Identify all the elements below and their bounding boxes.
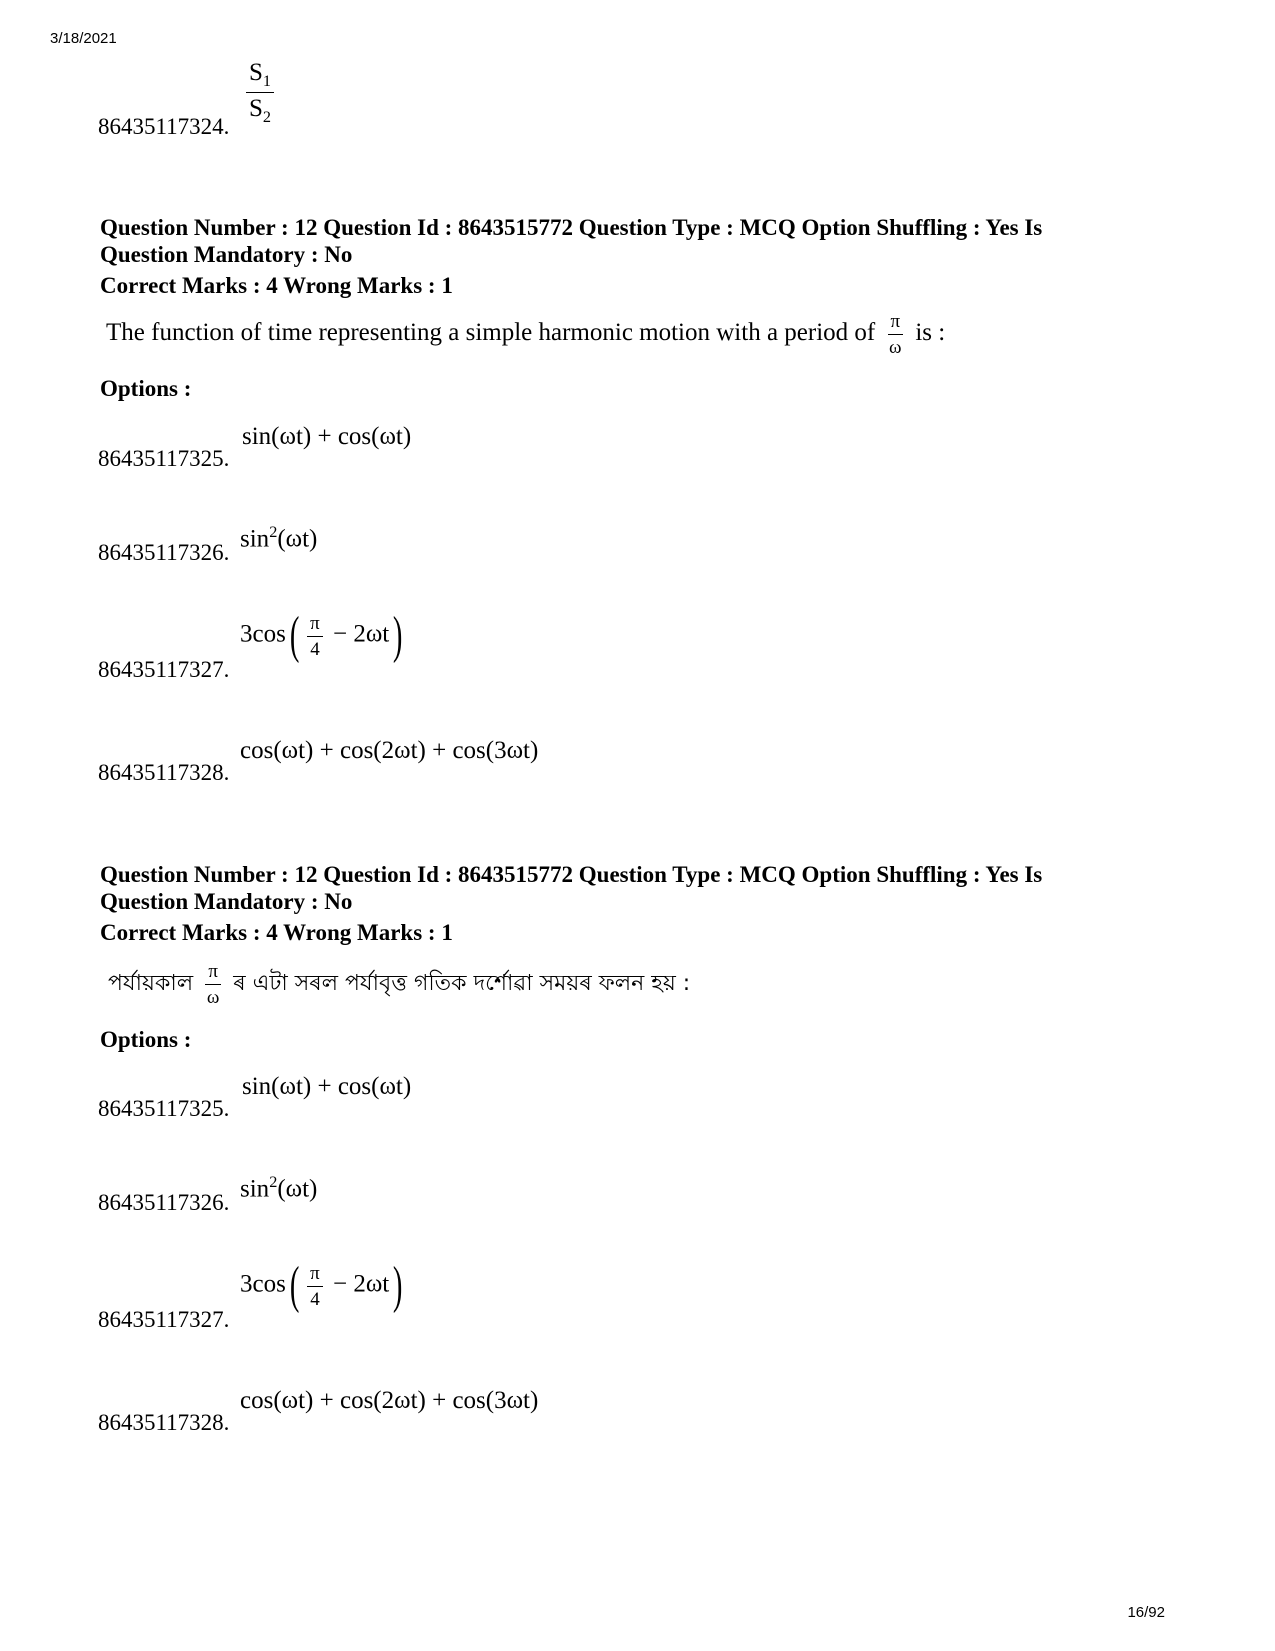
page-number: 16/92 [1127, 1604, 1165, 1621]
option-formula: 3cos( $\frac{\pi}{4}$ − 2ωt) [240, 1257, 403, 1314]
option-id: 86435117325. [98, 446, 230, 471]
option-id: 86435117326. [98, 540, 230, 565]
option-id: 86435117326. [98, 1190, 230, 1215]
frac-denominator: S [249, 95, 263, 123]
question-header: Question Number : 12 Question Id : 8643515772 Question Type : MCQ Option Shuffling : Yes Is Question Mandatory : No [100, 215, 1043, 267]
option-formula: sin(ωt) + cos(ωt) [242, 423, 412, 450]
option-id: 86435117325. [98, 1096, 230, 1121]
option-id: 86435117327. [98, 657, 230, 682]
question-text: পৰ্যায়কাল $\frac{\pi}{\omega}$ ৰ এটা সৰল পৰ্যাবৃত্ত গতিক দৰ্শোৱা সময়ৰ ফলন হয় : [108, 961, 691, 1008]
question-marks: Correct Marks : 4 Wrong Marks : 1 [100, 920, 453, 945]
option-id: 86435117324. [98, 114, 230, 139]
print-date: 3/18/2021 [50, 30, 117, 47]
question-text: The function of time representing a simple harmonic motion with a period of $\frac{\pi}{\omega}$ is : [106, 311, 946, 358]
option-formula: $\sin^2(\omega t)$ [240, 523, 318, 553]
question-header: Question Number : 12 Question Id : 8643515772 Question Type : MCQ Option Shuffling : Yes Is Question Mandatory : No [100, 862, 1043, 914]
option-id: 86435117328. [98, 1410, 230, 1435]
question-marks: Correct Marks : 4 Wrong Marks : 1 [100, 273, 453, 298]
options-label: Options : [100, 1027, 192, 1052]
option-formula: cos(ωt) + cos(2ωt) + cos(3ωt) [240, 737, 539, 764]
option-formula: cos(ωt) + cos(2ωt) + cos(3ωt) [240, 1387, 539, 1414]
frac-numerator: S [249, 59, 263, 86]
option-formula: sin(ωt) + cos(ωt) [242, 1073, 412, 1100]
option-id: 86435117327. [98, 1307, 230, 1332]
option-formula: $\sin^2(\omega t)$ [240, 1173, 318, 1203]
option-formula: $\frac{S_1}{S_2}$ [246, 60, 274, 126]
option-id: 86435117328. [98, 760, 230, 785]
option-formula: 3cos( $\frac{\pi}{4}$ − 2ωt) [240, 607, 403, 664]
options-label: Options : [100, 376, 192, 401]
